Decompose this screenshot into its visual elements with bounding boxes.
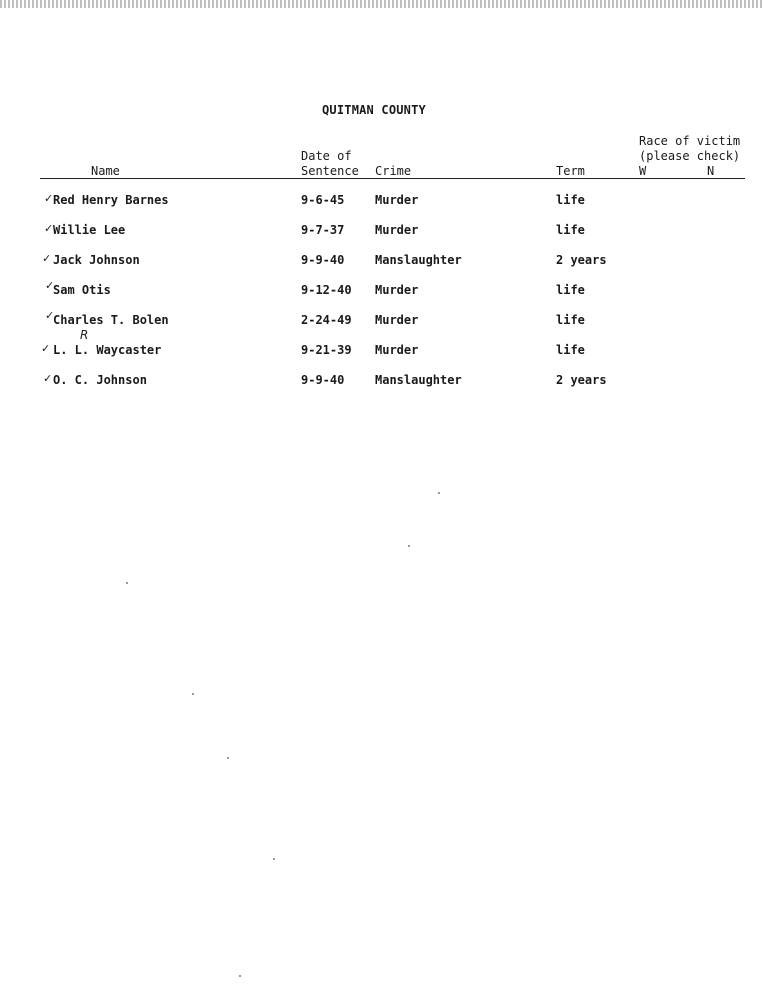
row-name: O. C. Johnson [53,373,147,387]
check-mark: ✓ [42,252,52,265]
header-name: Name [91,164,120,178]
scan-speck [438,492,440,494]
header-race-n: N [707,164,715,178]
check-mark: ✓ [44,192,54,205]
scan-speck [227,757,229,759]
row-name: Jack Johnson [53,253,140,267]
header-race-w: W [639,164,647,178]
row-crime: Murder [375,343,419,357]
table-row [0,193,763,211]
row-date: 9-9-40 [301,253,345,267]
row-name: Charles T. Bolen [53,313,169,327]
row-date: 9-7-37 [301,223,345,237]
scan-speck [408,545,410,547]
row-crime: Murder [375,283,419,297]
row-crime: Murder [375,313,419,327]
scan-speck [239,975,241,977]
row-name: L. L. Waycaster [53,343,162,357]
row-date: 2-24-49 [301,313,352,327]
header-term: Term [556,164,585,178]
table-row [0,279,763,301]
scan-speck [273,858,275,860]
row-term: life [556,223,585,237]
row-name: Red Henry Barnes [53,193,169,207]
row-term: 2 years [556,253,607,267]
header-crime: Crime [375,164,412,178]
county-title: QUITMAN COUNTY [322,103,426,117]
row-date: 9-12-40 [301,283,352,297]
row-crime: Murder [375,193,419,207]
row-crime: Manslaughter [375,373,462,387]
check-mark: ✓ [44,222,54,235]
row-name: Sam Otis [53,283,111,297]
table-row [0,309,763,331]
row-term: life [556,343,585,357]
table-row [0,343,763,361]
check-mark: ✓ [45,279,55,292]
check-mark: ✓ [45,309,55,322]
handwritten-mark: R [80,328,89,342]
scan-top-edge [0,0,763,8]
header-race-line2: (please check) [639,149,741,163]
row-crime: Murder [375,223,419,237]
row-term: life [556,193,585,207]
scan-speck [192,693,194,695]
header-date-line1: Date of [301,149,352,163]
scan-speck [126,582,128,584]
row-date: 9-9-40 [301,373,345,387]
table-row [0,373,763,391]
header-rule [40,178,745,179]
header-date-line2: Sentence [301,164,359,178]
row-term: life [556,283,585,297]
row-date: 9-6-45 [301,193,345,207]
row-crime: Manslaughter [375,253,462,267]
table-row [0,223,763,241]
check-mark: ✓ [43,372,53,385]
table-row [0,253,763,271]
row-date: 9-21-39 [301,343,352,357]
row-term: life [556,313,585,327]
row-name: Willie Lee [53,223,126,237]
header-race-line1: Race of victim [639,134,741,148]
check-mark: ✓ [41,342,51,355]
row-term: 2 years [556,373,607,387]
